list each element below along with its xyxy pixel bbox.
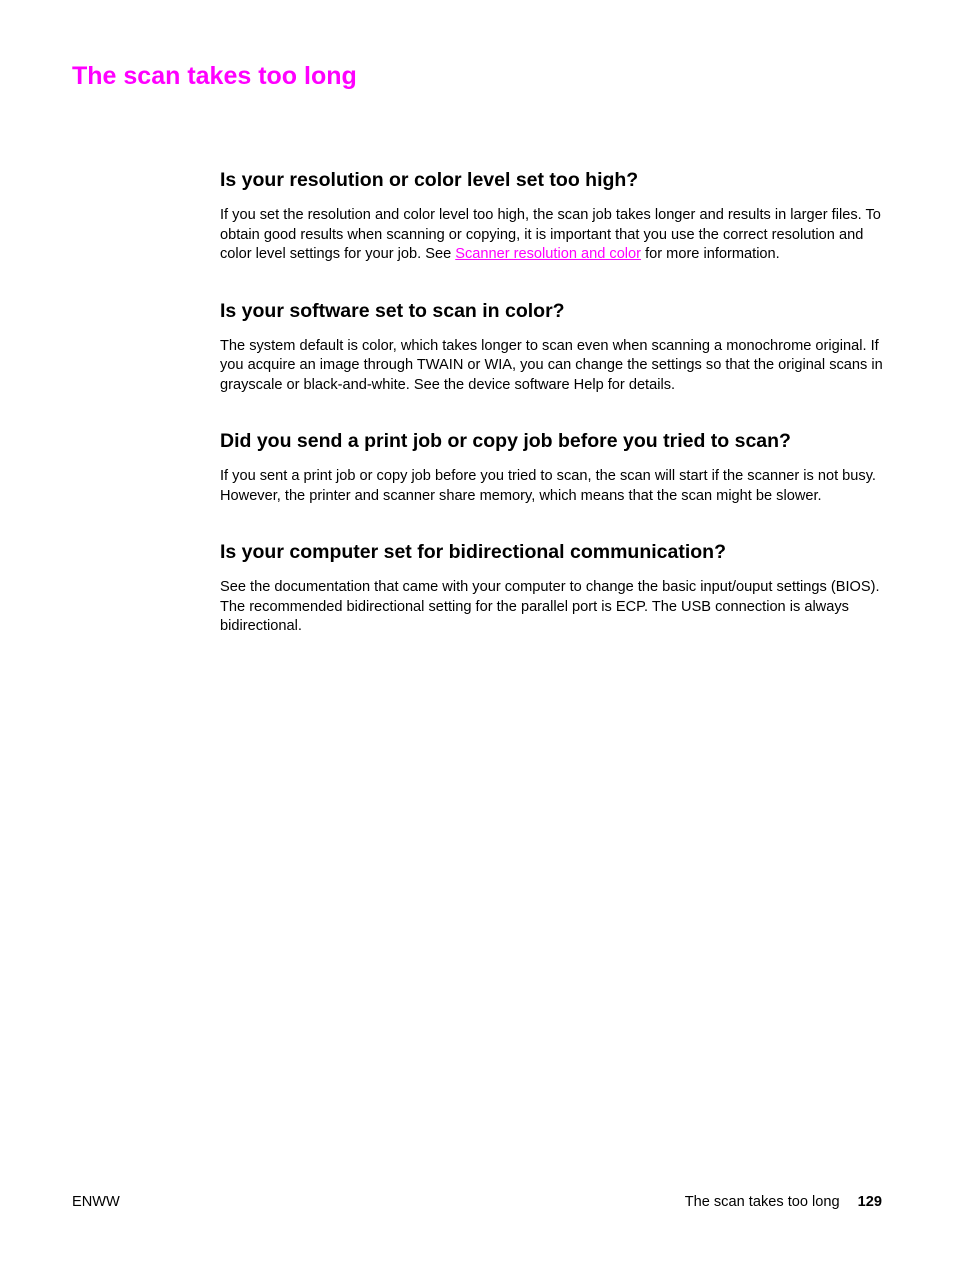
section-heading: Is your computer set for bidirectional communication? (220, 541, 726, 563)
page-title: The scan takes too long (72, 62, 357, 90)
section-heading: Is your resolution or color level set too high? (220, 169, 639, 191)
footer-left-label: ENWW (72, 1194, 120, 1210)
section-bidirectional (220, 536, 888, 637)
section-heading: Did you send a print job or copy job before you tried to scan? (220, 430, 791, 452)
section-heading: Is your software set to scan in color? (220, 299, 565, 322)
page-number: 129 (857, 1194, 882, 1210)
section-resolution (220, 164, 888, 265)
footer-right (685, 1192, 882, 1212)
section-body: The system default is color, which takes longer to scan even when scanning a monochrome original. If you acquire an image through TWAIN or WIA, you can change the settings so that the original scans in grayscale or black-and-white. See the device software Help for details. (220, 337, 883, 393)
body-text: If you set the resolution and color level too high, the scan job takes longer and results in larger files. To obtain good results when scanning or copying, it is important that you use the correct resolution and color level settings for your job. See (220, 207, 881, 262)
section-body (220, 206, 888, 265)
section-body: If you sent a print job or copy job before you tried to scan, the scan will start if the scanner is not busy. However, the printer and scanner share memory, which means that the scan might be slower. (220, 468, 876, 504)
section-software-color (220, 295, 888, 396)
section-body: See the documentation that came with your computer to change the basic input/ouput settings (BIOS). The recommended bidirectional setting for the parallel port is ECP. The USB connection is always bidirectional. (220, 579, 880, 634)
section-print-job (220, 425, 888, 506)
footer-chapter-title: The scan takes too long (684, 1194, 840, 1210)
scanner-resolution-link[interactable]: Scanner resolution and color (455, 246, 642, 262)
main-content (220, 164, 888, 667)
body-text: for more information. (641, 246, 780, 262)
